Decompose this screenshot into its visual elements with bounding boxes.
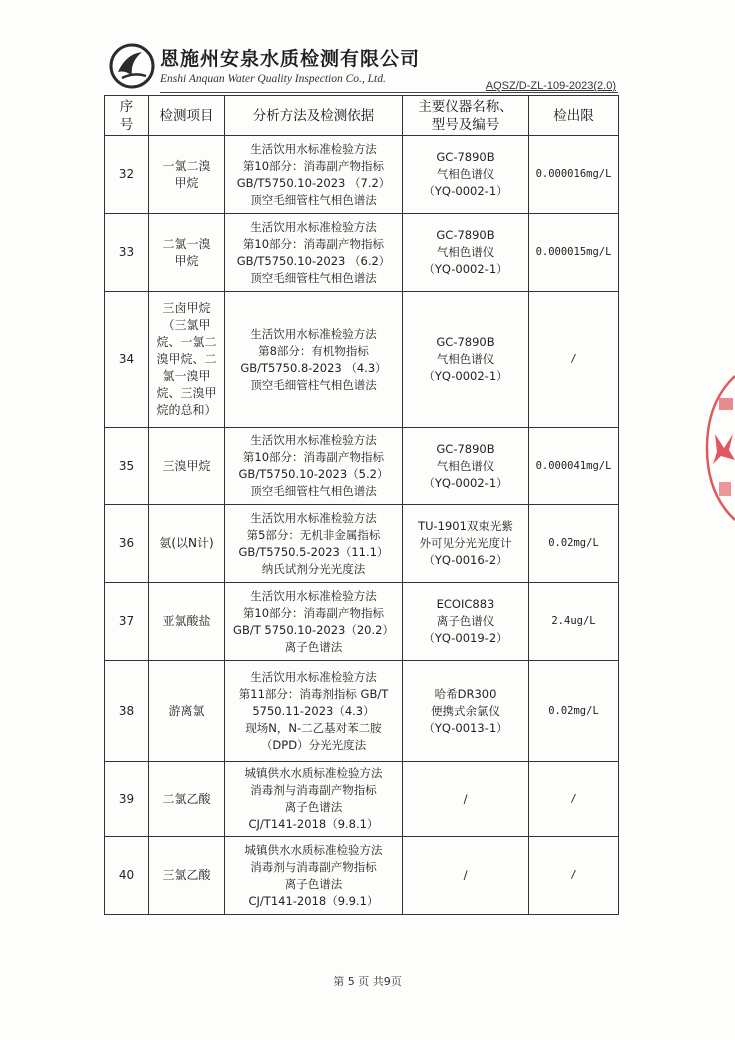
cell-item: 二氯乙酸 — [149, 762, 225, 837]
cell-method: 生活饮用水标准检验方法 第10部分：消毒副产物指标 GB/T5750.10-2023 （7.2） 顶空毛细管柱气相色谱法 — [225, 136, 403, 214]
cell-limit: 0.02mg/L — [529, 661, 619, 762]
cell-limit: 0.000016mg/L — [529, 136, 619, 214]
table-row — [105, 583, 619, 661]
cell-limit: 0.02mg/L — [529, 505, 619, 583]
company-name-en: Enshi Anquan Water Quality Inspection Co., Ltd. — [160, 73, 386, 85]
cell-instrument: TU-1901双束光紫 外可见分光光度计 （YQ-0016-2） — [403, 505, 529, 583]
cell-limit: 0.000041mg/L — [529, 428, 619, 505]
table-header-row — [105, 96, 619, 136]
cell-instrument: / — [403, 762, 529, 837]
col-header-item: 检测项目 — [149, 96, 225, 136]
cell-method: 生活饮用水标准检验方法 第8部分：有机物指标 GB/T5750.8-2023 （4.3） 顶空毛细管柱气相色谱法 — [225, 292, 403, 428]
table-row — [105, 762, 619, 837]
company-name-cn: 恩施州安泉水质检测有限公司 — [160, 48, 421, 70]
col-header-limit: 检出限 — [529, 96, 619, 136]
col-header-instrument: 主要仪器名称、 型号及编号 — [403, 96, 529, 136]
cell-method: 生活饮用水标准检验方法 第5部分：无机非金属指标 GB/T5750.5-2023（11.1） 纳氏试剂分光光度法 — [225, 505, 403, 583]
cell-limit: / — [529, 762, 619, 837]
cell-item: 三氯乙酸 — [149, 837, 225, 915]
table-row — [105, 214, 619, 292]
table-row — [105, 661, 619, 762]
cell-no: 32 — [105, 136, 149, 214]
cell-limit: 0.000015mg/L — [529, 214, 619, 292]
document-number: AQSZ/D-ZL-109-2023(2.0) — [485, 80, 616, 92]
table-row — [105, 136, 619, 214]
cell-instrument: GC-7890B 气相色谱仪 （YQ-0002-1） — [403, 214, 529, 292]
cell-instrument: GC-7890B 气相色谱仪 （YQ-0002-1） — [403, 428, 529, 505]
seal-stamp-fragment — [705, 372, 735, 524]
cell-instrument: / — [403, 837, 529, 915]
cell-method: 生活饮用水标准检验方法 第10部分：消毒副产物指标 GB/T5750.10-2023 （6.2） 顶空毛细管柱气相色谱法 — [225, 214, 403, 292]
cell-instrument: GC-7890B 气相色谱仪 （YQ-0002-1） — [403, 136, 529, 214]
report-header — [108, 40, 618, 96]
cell-item: 游离氯 — [149, 661, 225, 762]
page-number: 第 5 页 共9页 — [333, 975, 402, 988]
cell-instrument: 哈希DR300 便携式余氯仪 （YQ-0013-1） — [403, 661, 529, 762]
cell-item: 一氯二溴 甲烷 — [149, 136, 225, 214]
cell-no: 36 — [105, 505, 149, 583]
cell-limit: 2.4ug/L — [529, 583, 619, 661]
cell-no: 37 — [105, 583, 149, 661]
cell-method: 生活饮用水标准检验方法 第10部分：消毒副产物指标 GB/T5750.10-2023（5.2） 顶空毛细管柱气相色谱法 — [225, 428, 403, 505]
cell-method: 城镇供水水质标准检验方法 消毒剂与消毒副产物指标 离子色谱法 CJ/T141-2018（9.9.1） — [225, 837, 403, 915]
col-header-method: 分析方法及检测依据 — [225, 96, 403, 136]
cell-no: 34 — [105, 292, 149, 428]
cell-item: 二氯一溴 甲烷 — [149, 214, 225, 292]
col-header-no: 序 号 — [105, 96, 149, 136]
cell-method: 生活饮用水标准检验方法 第11部分：消毒剂指标 GB/T 5750.11-2023（4.3） 现场N，N-二乙基对苯二胺 （DPD）分光光度法 — [225, 661, 403, 762]
company-logo — [108, 42, 156, 90]
method-table — [104, 95, 619, 915]
cell-no: 40 — [105, 837, 149, 915]
table-row — [105, 505, 619, 583]
cell-limit: / — [529, 837, 619, 915]
cell-limit: / — [529, 292, 619, 428]
header-divider — [160, 92, 618, 93]
cell-no: 38 — [105, 661, 149, 762]
table-row — [105, 837, 619, 915]
cell-item: 氨(以N计) — [149, 505, 225, 583]
table-row — [105, 292, 619, 428]
table-row — [105, 428, 619, 505]
cell-no: 39 — [105, 762, 149, 837]
cell-item: 三卤甲烷 （三氯甲 烷、一氯二 溴甲烷、二 氯一溴甲 烷、三溴甲 烷的总和） — [149, 292, 225, 428]
cell-method: 城镇供水水质标准检验方法 消毒剂与消毒副产物指标 离子色谱法 CJ/T141-2018（9.8.1） — [225, 762, 403, 837]
cell-instrument: ECOIC883 离子色谱仪 （YQ-0019-2） — [403, 583, 529, 661]
cell-method: 生活饮用水标准检验方法 第10部分：消毒副产物指标 GB/T 5750.10-2023（20.2） 离子色谱法 — [225, 583, 403, 661]
cell-no: 33 — [105, 214, 149, 292]
cell-item: 三溴甲烷 — [149, 428, 225, 505]
cell-instrument: GC-7890B 气相色谱仪 （YQ-0002-1） — [403, 292, 529, 428]
cell-no: 35 — [105, 428, 149, 505]
cell-item: 亚氯酸盐 — [149, 583, 225, 661]
